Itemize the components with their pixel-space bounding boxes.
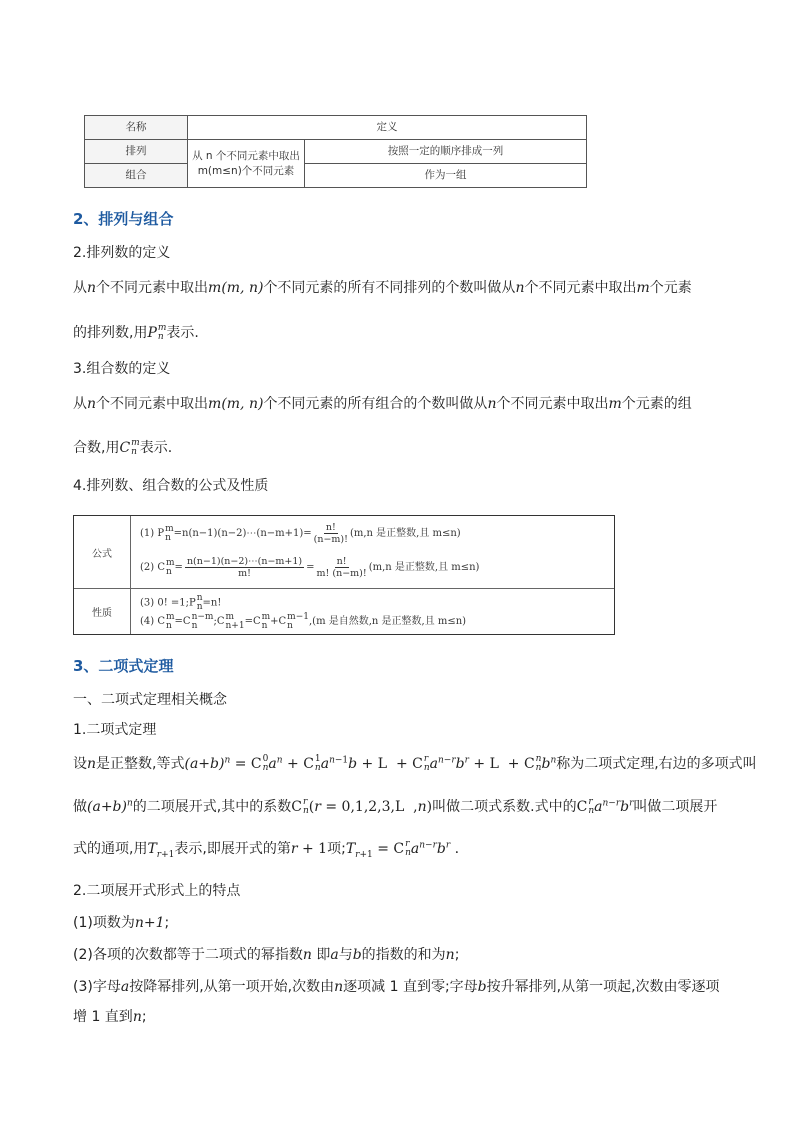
property-label: 性质 — [74, 589, 131, 634]
perm-symbol: P — [147, 325, 157, 341]
sub1-title: 一、二项式定理相关概念 — [73, 692, 227, 708]
table-cell-permutation-def: 按照一定的顺序排成一列 — [305, 140, 587, 164]
binom-line1: 设n是正整数,等式$(a+b)^n = C$ 0 n $a^n + C$ 1 n $a^{n-1}b + L + C$ r n $a^{n-r}b^r + L + C$ n n $b^n$称为二项式定理,右边的多项式叫 — [73, 754, 757, 773]
table-header-name: 名称 — [85, 116, 188, 140]
section-3-heading: 3、二项式定理 — [73, 657, 174, 675]
formula-2: (2) C m n = $\frac{n(n-1)(n-2)\cdots(n-m+1)}{m!}$ = $\frac{n!}{m! (n-m)!}$ (m,n 是正整数,且 m≤n) — [140, 556, 480, 579]
table-cell-permutation: 排列 — [85, 140, 188, 164]
comb-def-line1: 从n个不同元素中取出m(m, n)个不同元素的所有组合的个数叫做从n个不同元素中取出m个元素的组 — [73, 396, 692, 412]
shared-condition-line2: m(m≤n)个不同元素 — [197, 164, 295, 177]
table-cell-shared-condition — [188, 140, 305, 188]
formula-1: (1) P m n =n(n−1)(n−2)⋯(n−m+1)= $\frac{n!}{(n-m)!}$ (m,n 是正整数,且 m≤n) — [140, 522, 461, 545]
shared-condition-line1: 从 n 个不同元素中取出 — [192, 150, 300, 163]
table-header-definition: 定义 — [188, 116, 587, 140]
formula-label: 公式 — [74, 516, 131, 588]
section-2-heading: 2、排列与组合 — [73, 210, 174, 228]
perm-def-line2: 的排列数,用P m n 表示. — [73, 323, 199, 342]
feature-3: (3)字母a按降幂排列,从第一项开始,次数由n逐项减 1 直到零;字母b按升幂排列,从第一项起,次数由零逐项 — [73, 979, 720, 995]
binom-line3: 式的通项,用$T_{r+1}$表示,即展开式的第r + 1项$;T_{r+1} = C$ r n $a^{n-r}b^r$ . — [73, 839, 460, 860]
property-row — [74, 589, 614, 634]
property-3: (3) 0! =1;P n n =n! — [140, 593, 222, 612]
features-title: 2.二项展开式形式上的特点 — [73, 883, 241, 899]
feature-1: (1)项数为n+1; — [73, 915, 170, 931]
comb-symbol: C — [119, 440, 131, 456]
table-cell-combination: 组合 — [85, 164, 188, 188]
comb-def-title: 3.组合数的定义 — [73, 361, 171, 377]
permutation-combination-table — [84, 115, 587, 188]
feature-3-cont: 增 1 直到n; — [73, 1009, 147, 1025]
formula-row — [74, 516, 614, 589]
binom-line2: 做$(a+b)^n$的二项展开式,其中的系数C r n (r = 0,1,2,3,L ,n)叫做二项式系数.式中的C r n $a^{n-r}b^r$叫做二项展开 — [73, 797, 718, 816]
feature-2: (2)各项的次数都等于二项式的幂指数n 即a与b的指数的和为n; — [73, 947, 460, 963]
formula-table — [73, 515, 615, 635]
perm-def-title: 2.排列数的定义 — [73, 245, 171, 261]
formula-title: 4.排列数、组合数的公式及性质 — [73, 478, 269, 494]
table-cell-combination-def: 作为一组 — [305, 164, 587, 188]
property-4: (4) C m n =C n−m n ;C m n+1 =C m n +C m−1 n ,(m 是自然数,n 是正整数,且 m≤n) — [140, 611, 467, 631]
comb-def-line2: 合数,用C m n 表示. — [73, 438, 173, 457]
perm-def-line1: 从n个不同元素中取出m(m, n)个不同元素的所有不同排列的个数叫做从n个不同元素中取出m个元素 — [73, 280, 692, 296]
binom-title: 1.二项式定理 — [73, 722, 157, 738]
